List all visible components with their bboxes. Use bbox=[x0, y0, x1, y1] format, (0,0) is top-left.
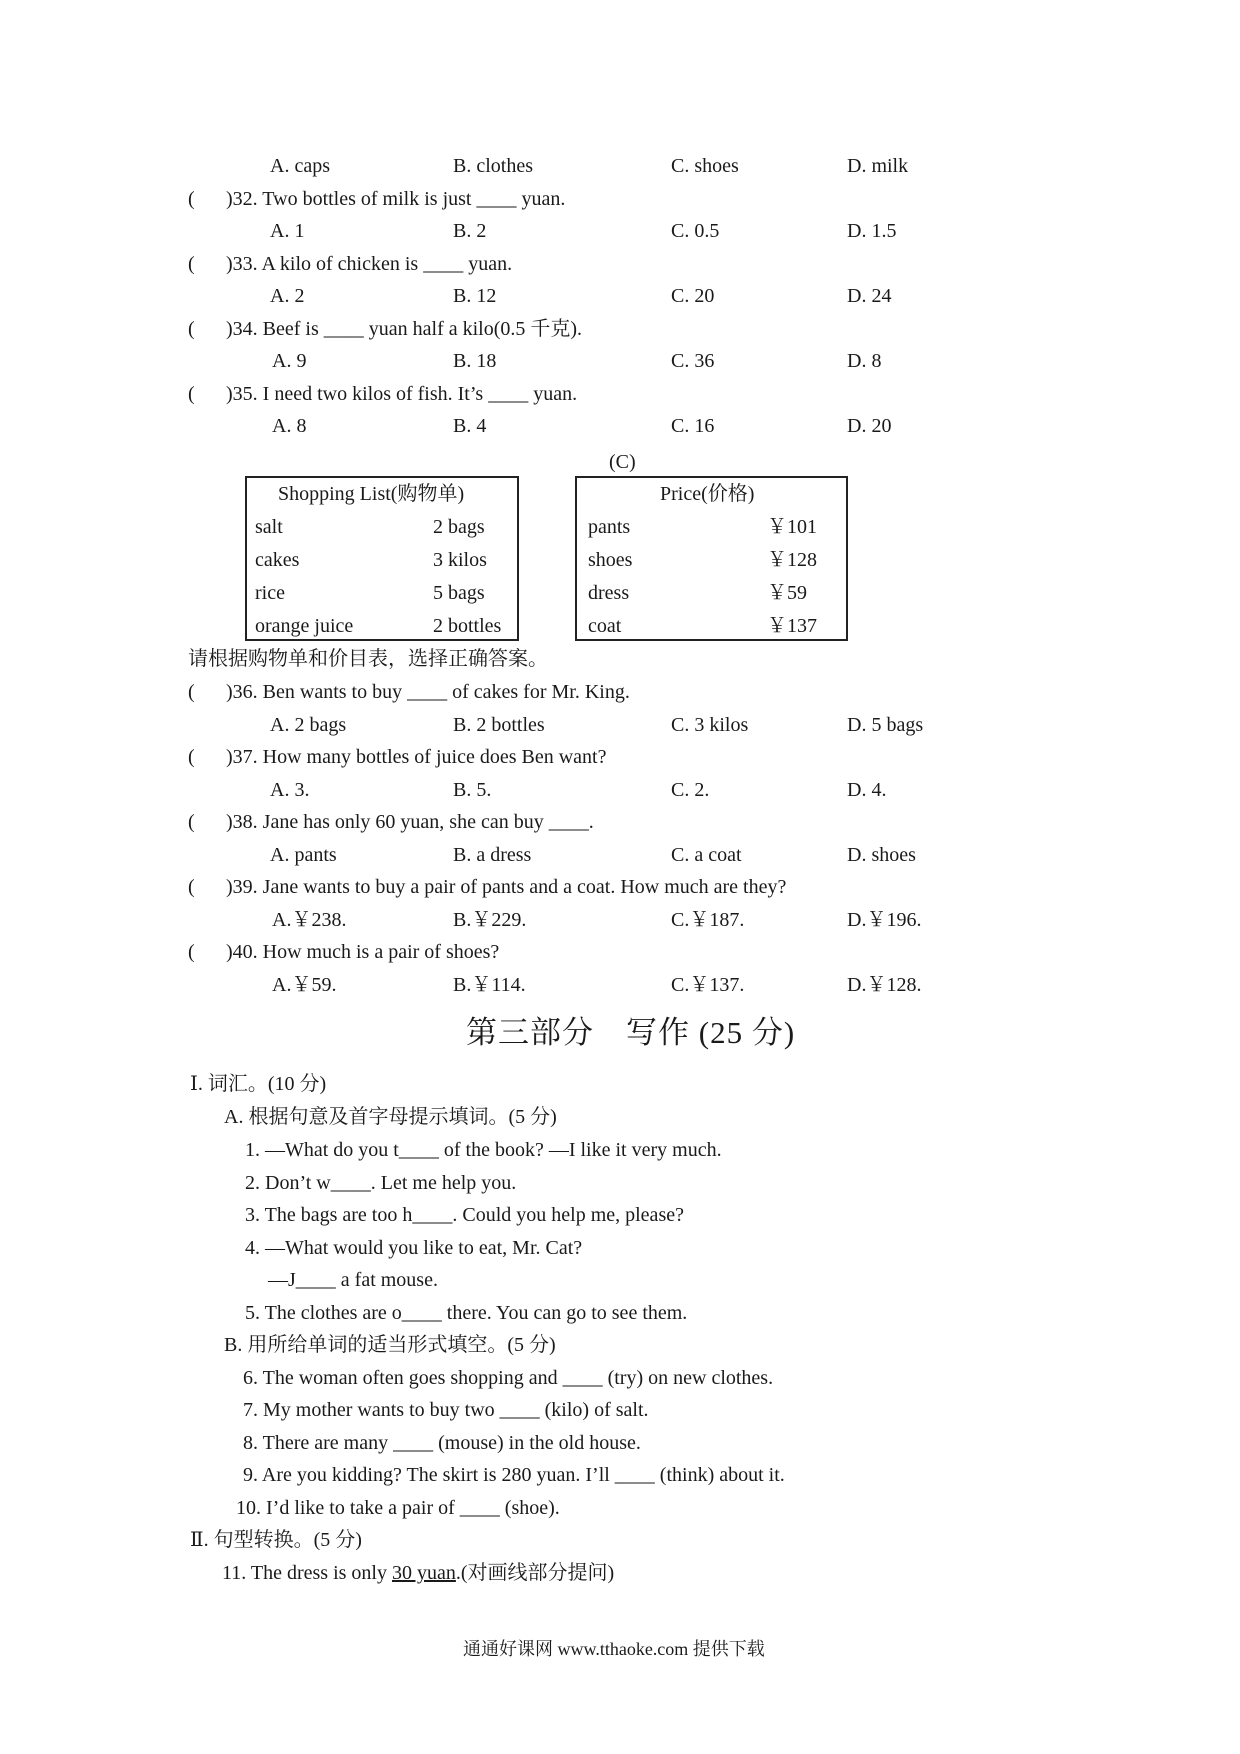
vocab-item: —J____ a fat mouse. bbox=[268, 1269, 438, 1291]
option-b: B. 18 bbox=[453, 350, 497, 372]
vocab-item: 5. The clothes are o____ there. You can go to see them. bbox=[245, 1302, 688, 1324]
price-item: shoes bbox=[588, 549, 633, 571]
option-a: A. pants bbox=[270, 844, 337, 866]
page-footer: 通通好课网 www.tthaoke.com 提供下载 bbox=[463, 1639, 765, 1659]
option-d: D.￥128. bbox=[847, 974, 922, 996]
list-item: salt bbox=[255, 516, 283, 538]
option-a: A. 1 bbox=[270, 220, 305, 242]
question-stem: )39. Jane wants to buy a pair of pants and a coat. How much are they? bbox=[226, 876, 787, 898]
option-b: B. 12 bbox=[453, 285, 497, 307]
option-a: A. 9 bbox=[272, 350, 307, 372]
option-b: B. 4 bbox=[453, 415, 487, 437]
option-c: C. a coat bbox=[671, 844, 742, 866]
answer-paren: ( bbox=[188, 318, 195, 340]
q11-suffix: .(对画线部分提问) bbox=[455, 1562, 615, 1584]
option-b: B. 5. bbox=[453, 779, 492, 801]
option-a: A. 3. bbox=[270, 779, 310, 801]
price-item: dress bbox=[588, 582, 630, 604]
instruction-c: 请根据购物单和价目表，选择正确答案。 bbox=[188, 648, 548, 670]
price-table bbox=[575, 476, 848, 641]
option-c: C. 36 bbox=[671, 350, 715, 372]
table-title: Shopping List(购物单) bbox=[278, 483, 465, 505]
option-c: C. 3 kilos bbox=[671, 714, 749, 736]
vocab-a-heading: A. 根据句意及首字母提示填词。(5 分) bbox=[224, 1106, 557, 1128]
question-stem: )34. Beef is ____ yuan half a kilo(0.5 千克). bbox=[226, 318, 583, 340]
q11-underlined: 30 yuan bbox=[392, 1562, 456, 1584]
vocab-item: 9. Are you kidding? The skirt is 280 yuan. I’ll ____ (think) about it. bbox=[243, 1464, 785, 1486]
q11-prefix: 11. The dress is only bbox=[222, 1562, 392, 1584]
list-qty: 5 bags bbox=[433, 582, 485, 604]
option-b: B. 2 bbox=[453, 220, 487, 242]
option-b: B.￥229. bbox=[453, 909, 527, 931]
option-b: B.￥114. bbox=[453, 974, 526, 996]
answer-paren: ( bbox=[188, 383, 195, 405]
option-d: D. 1.5 bbox=[847, 220, 897, 242]
list-qty: 3 kilos bbox=[433, 549, 487, 571]
price-item: coat bbox=[588, 615, 622, 637]
option-c: C. 0.5 bbox=[671, 220, 720, 242]
option-a: A. 2 bbox=[270, 285, 305, 307]
answer-paren: ( bbox=[188, 746, 195, 768]
option-a: A. 8 bbox=[272, 415, 307, 437]
option-a: A.￥238. bbox=[272, 909, 347, 931]
price-value: ￥101 bbox=[767, 516, 817, 538]
question-stem: )36. Ben wants to buy ____ of cakes for Mr. King. bbox=[226, 681, 630, 703]
option-a: A.￥59. bbox=[272, 974, 337, 996]
list-qty: 2 bottles bbox=[433, 615, 502, 637]
section-c-label: (C) bbox=[609, 451, 636, 473]
question-stem: )37. How many bottles of juice does Ben want? bbox=[226, 746, 607, 768]
list-item: cakes bbox=[255, 549, 300, 571]
option-c: C. shoes bbox=[671, 155, 739, 177]
option-b: B. clothes bbox=[453, 155, 533, 177]
answer-paren: ( bbox=[188, 253, 195, 275]
vocab-b-heading: B. 用所给单词的适当形式填空。(5 分) bbox=[224, 1334, 556, 1356]
option-c: C. 20 bbox=[671, 285, 715, 307]
price-value: ￥59 bbox=[767, 582, 807, 604]
answer-paren: ( bbox=[188, 876, 195, 898]
price-item: pants bbox=[588, 516, 631, 538]
vocab-item: 7. My mother wants to buy two ____ (kilo) of salt. bbox=[243, 1399, 649, 1421]
list-item: orange juice bbox=[255, 615, 354, 637]
vocab-heading: Ⅰ. 词汇。(10 分) bbox=[190, 1073, 327, 1095]
answer-paren: ( bbox=[188, 811, 195, 833]
price-value: ￥137 bbox=[767, 615, 817, 637]
option-c: C. 2. bbox=[671, 779, 710, 801]
list-item: rice bbox=[255, 582, 285, 604]
option-d: D. 20 bbox=[847, 415, 892, 437]
option-c: C.￥187. bbox=[671, 909, 745, 931]
vocab-item: 10. I’d like to take a pair of ____ (shoe). bbox=[236, 1497, 560, 1519]
shopping-list-table bbox=[245, 476, 519, 641]
option-d: D. 4. bbox=[847, 779, 887, 801]
vocab-item: 6. The woman often goes shopping and ____ (try) on new clothes. bbox=[243, 1367, 774, 1389]
answer-paren: ( bbox=[188, 188, 195, 210]
list-qty: 2 bags bbox=[433, 516, 485, 538]
answer-paren: ( bbox=[188, 681, 195, 703]
question-stem: )33. A kilo of chicken is ____ yuan. bbox=[226, 253, 513, 275]
option-d: D.￥196. bbox=[847, 909, 922, 931]
vocab-item: 1. —What do you t____ of the book? —I like it very much. bbox=[245, 1139, 722, 1161]
answer-paren: ( bbox=[188, 941, 195, 963]
option-c: C.￥137. bbox=[671, 974, 745, 996]
option-c: C. 16 bbox=[671, 415, 715, 437]
table-title: Price(价格) bbox=[660, 483, 755, 505]
vocab-item: 2. Don’t w____. Let me help you. bbox=[245, 1172, 517, 1194]
question-stem: )35. I need two kilos of fish. It’s ____ yuan. bbox=[226, 383, 578, 405]
option-b: B. a dress bbox=[453, 844, 532, 866]
question-stem: )32. Two bottles of milk is just ____ yuan. bbox=[226, 188, 566, 210]
option-a: A. caps bbox=[270, 155, 330, 177]
part3-title: 第三部分 写作 (25 分) bbox=[466, 1015, 796, 1050]
price-value: ￥128 bbox=[767, 549, 817, 571]
option-b: B. 2 bottles bbox=[453, 714, 545, 736]
option-d: D. 5 bags bbox=[847, 714, 924, 736]
option-d: D. 24 bbox=[847, 285, 892, 307]
question-11 bbox=[222, 1561, 614, 1585]
question-stem: )40. How much is a pair of shoes? bbox=[226, 941, 500, 963]
transform-heading: Ⅱ. 句型转换。(5 分) bbox=[190, 1529, 362, 1551]
vocab-item: 3. The bags are too h____. Could you help me, please? bbox=[245, 1204, 684, 1226]
option-d: D. 8 bbox=[847, 350, 882, 372]
question-stem: )38. Jane has only 60 yuan, she can buy ____. bbox=[226, 811, 594, 833]
vocab-item: 8. There are many ____ (mouse) in the old house. bbox=[243, 1432, 641, 1454]
vocab-item: 4. —What would you like to eat, Mr. Cat? bbox=[245, 1237, 583, 1259]
option-a: A. 2 bags bbox=[270, 714, 347, 736]
option-d: D. milk bbox=[847, 155, 909, 177]
option-d: D. shoes bbox=[847, 844, 916, 866]
